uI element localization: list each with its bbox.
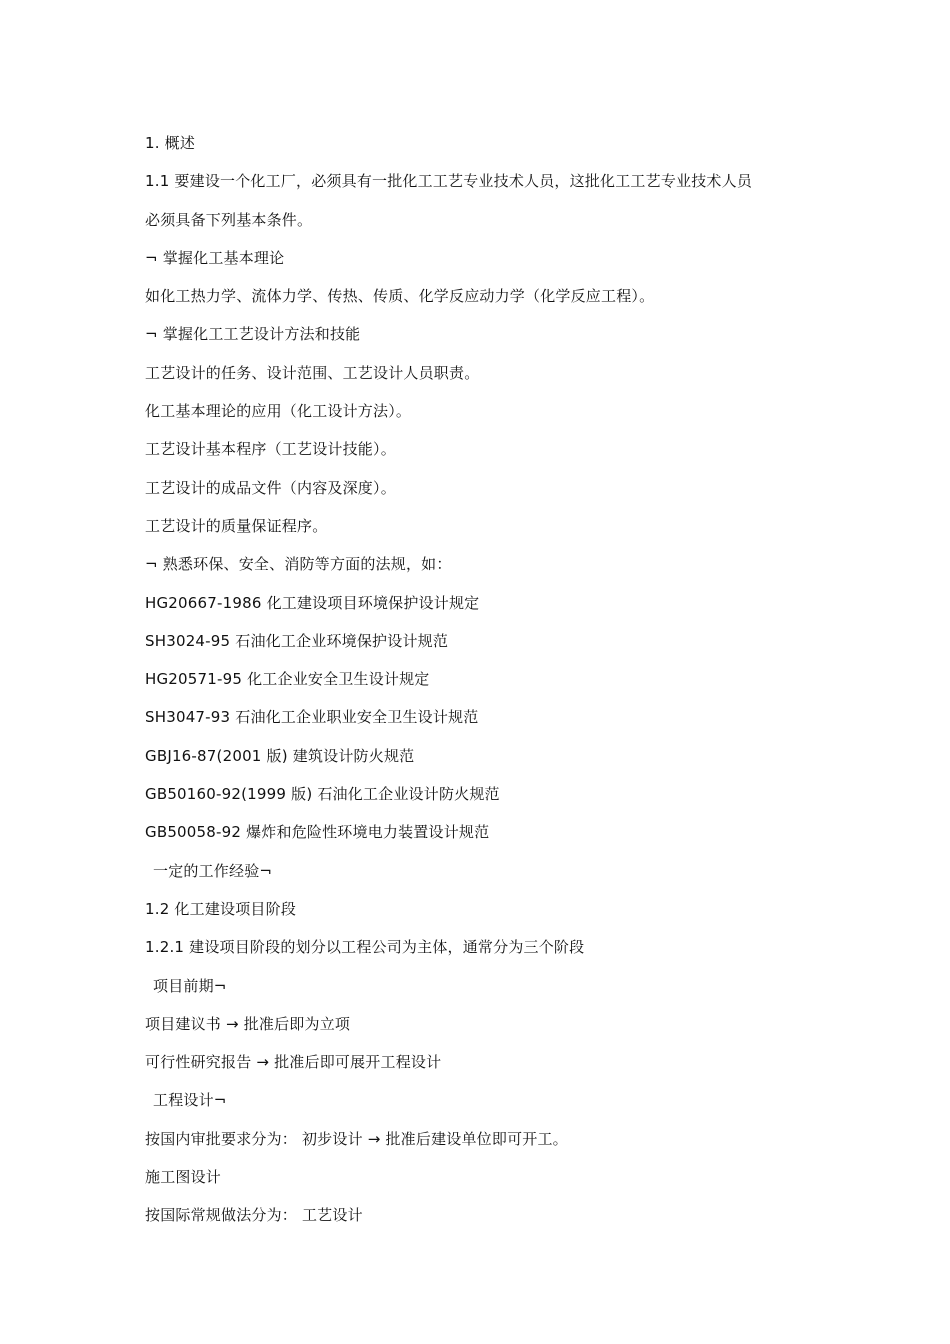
bullet-item: 工程设计¬ — [153, 1091, 227, 1110]
standard-item: HG20571-95 化工企业安全卫生设计规定 — [145, 670, 430, 689]
paragraph-line: 可行性研究报告 → 批准后即可展开工程设计 — [145, 1053, 442, 1072]
standard-item: GB50160-92(1999 版) 石油化工企业设计防火规范 — [145, 785, 500, 804]
document-body — [145, 128, 825, 1239]
section-heading-overview: 1. 概述 — [145, 134, 196, 152]
paragraph-line: 按国际常规做法分为： 工艺设计 — [145, 1206, 363, 1225]
bullet-item: ¬ 掌握化工基本理论 — [145, 248, 285, 267]
bullet-item: ¬ 熟悉环保、安全、消防等方面的法规，如： — [145, 555, 452, 574]
bullet-item: ¬ 掌握化工工艺设计方法和技能 — [145, 325, 361, 344]
paragraph-line: 必须具备下列基本条件。 — [145, 210, 313, 229]
paragraph-line: 工艺设计的任务、设计范围、工艺设计人员职责。 — [145, 363, 480, 382]
paragraph-line: 项目建议书 → 批准后即为立项 — [145, 1014, 351, 1033]
paragraph-line: 工艺设计的质量保证程序。 — [145, 516, 328, 535]
paragraph-line: 化工基本理论的应用（化工设计方法）。 — [145, 402, 412, 421]
paragraph-line: 工艺设计的成品文件（内容及深度）。 — [145, 478, 396, 497]
paragraph-line: 1.1 要建设一个化工厂，必须具有一批化工工艺专业技术人员，这批化工工艺专业技术人员 — [145, 172, 753, 191]
paragraph-line: 施工图设计 — [145, 1168, 222, 1187]
standard-item: SH3047-93 石油化工企业职业安全卫生设计规范 — [145, 708, 479, 727]
standard-item: GBJ16-87(2001 版) 建筑设计防火规范 — [145, 746, 415, 765]
paragraph-line: 工艺设计基本程序（工艺设计技能）。 — [145, 440, 396, 459]
paragraph-line: 按国内审批要求分为： 初步设计 → 批准后建设单位即可开工。 — [145, 1129, 568, 1148]
standard-item: HG20667-1986 化工建设项目环境保护设计规定 — [145, 593, 480, 612]
bullet-item: 一定的工作经验¬ — [153, 861, 273, 880]
standard-item: GB50058-92 爆炸和危险性环境电力装置设计规范 — [145, 823, 490, 842]
paragraph-line: 如化工热力学、流体力学、传热、传质、化学反应动力学（化学反应工程）。 — [145, 287, 655, 306]
standard-item: SH3024-95 石油化工企业环境保护设计规范 — [145, 631, 449, 650]
subsection-heading: 1.2.1 建设项目阶段的划分以工程公司为主体，通常分为三个阶段 — [145, 938, 585, 957]
bullet-item: 项目前期¬ — [153, 976, 227, 995]
section-heading-project-stages: 1.2 化工建设项目阶段 — [145, 899, 297, 918]
